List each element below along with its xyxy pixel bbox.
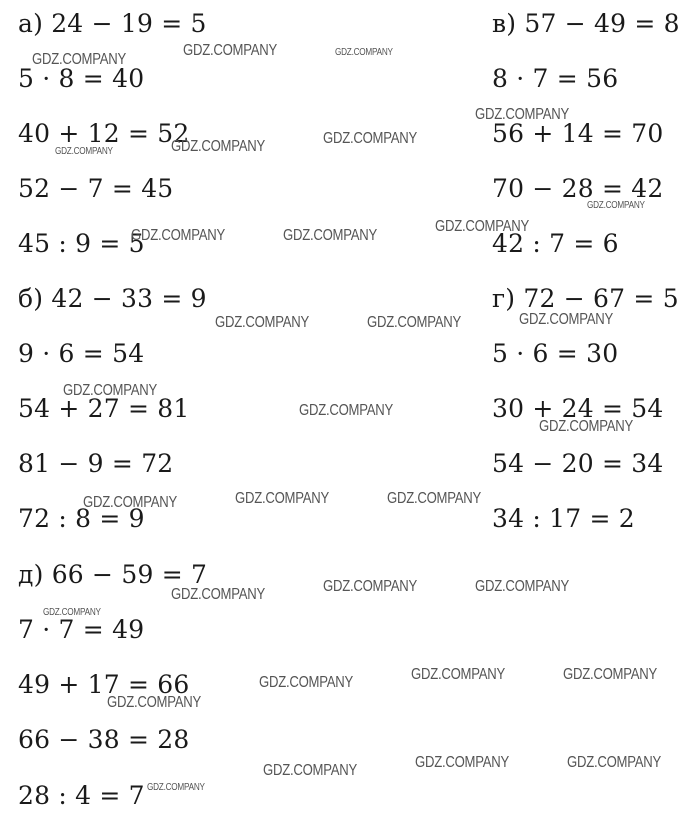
watermark: GDZ.COMPANY: [147, 782, 205, 793]
problem-a-line-1: а) 24 − 19 = 5: [18, 9, 207, 38]
watermark: GDZ.COMPANY: [131, 227, 226, 244]
problem-g-line-1: г) 72 − 67 = 5: [492, 284, 679, 313]
watermark: GDZ.COMPANY: [283, 227, 378, 244]
watermark: GDZ.COMPANY: [215, 314, 310, 331]
watermark: GDZ.COMPANY: [299, 402, 394, 419]
watermark: GDZ.COMPANY: [63, 382, 158, 399]
watermark: GDZ.COMPANY: [519, 311, 614, 328]
problem-v-line-3: 56 + 14 = 70: [492, 119, 664, 148]
problem-d-line-4: 66 − 38 = 28: [18, 725, 190, 754]
problem-v-line-2: 8 · 7 = 56: [492, 64, 619, 93]
watermark: GDZ.COMPANY: [83, 494, 178, 511]
problem-b-line-5: 72 : 8 = 9: [18, 504, 145, 533]
watermark: GDZ.COMPANY: [475, 106, 570, 123]
problem-b-line-2: 9 · 6 = 54: [18, 339, 145, 368]
watermark: GDZ.COMPANY: [263, 762, 358, 779]
watermark: GDZ.COMPANY: [107, 694, 202, 711]
watermark: GDZ.COMPANY: [475, 578, 570, 595]
problem-g-line-3: 30 + 24 = 54: [492, 394, 664, 423]
watermark: GDZ.COMPANY: [367, 314, 462, 331]
problem-a-line-3: 40 + 12 = 52: [18, 119, 190, 148]
watermark: GDZ.COMPANY: [323, 578, 418, 595]
watermark: GDZ.COMPANY: [435, 218, 530, 235]
watermark: GDZ.COMPANY: [563, 666, 658, 683]
problem-g-line-4: 54 − 20 = 34: [492, 449, 664, 478]
watermark: GDZ.COMPANY: [539, 418, 634, 435]
watermark: GDZ.COMPANY: [587, 200, 645, 211]
watermark: GDZ.COMPANY: [411, 666, 506, 683]
watermark: GDZ.COMPANY: [335, 47, 393, 58]
problem-d-line-3: 49 + 17 = 66: [18, 670, 190, 699]
problem-v-line-4: 70 − 28 = 42: [492, 174, 664, 203]
watermark: GDZ.COMPANY: [55, 146, 113, 157]
watermark: GDZ.COMPANY: [235, 490, 330, 507]
problem-a-line-5: 45 : 9 = 5: [18, 229, 145, 258]
watermark: GDZ.COMPANY: [259, 674, 354, 691]
problem-d-line-5: 28 : 4 = 7: [18, 781, 145, 810]
watermark: GDZ.COMPANY: [387, 490, 482, 507]
problem-g-line-2: 5 · 6 = 30: [492, 339, 619, 368]
watermark: GDZ.COMPANY: [183, 42, 278, 59]
watermark: GDZ.COMPANY: [415, 754, 510, 771]
problem-v-line-1: в) 57 − 49 = 8: [492, 9, 680, 38]
problem-b-line-1: б) 42 − 33 = 9: [18, 284, 207, 313]
problem-d-line-1: д) 66 − 59 = 7: [18, 560, 208, 589]
watermark: GDZ.COMPANY: [171, 586, 266, 603]
problem-g-line-5: 34 : 17 = 2: [492, 504, 635, 533]
problem-d-line-2: 7 · 7 = 49: [18, 615, 145, 644]
watermark: GDZ.COMPANY: [567, 754, 662, 771]
problem-a-line-4: 52 − 7 = 45: [18, 174, 174, 203]
problem-a-line-2: 5 · 8 = 40: [18, 64, 145, 93]
problem-v-line-5: 42 : 7 = 6: [492, 229, 619, 258]
watermark: GDZ.COMPANY: [32, 51, 127, 68]
watermark: GDZ.COMPANY: [323, 130, 418, 147]
watermark: GDZ.COMPANY: [171, 138, 266, 155]
problem-b-line-4: 81 − 9 = 72: [18, 449, 174, 478]
problem-b-line-3: 54 + 27 = 81: [18, 394, 190, 423]
watermark: GDZ.COMPANY: [43, 607, 101, 618]
